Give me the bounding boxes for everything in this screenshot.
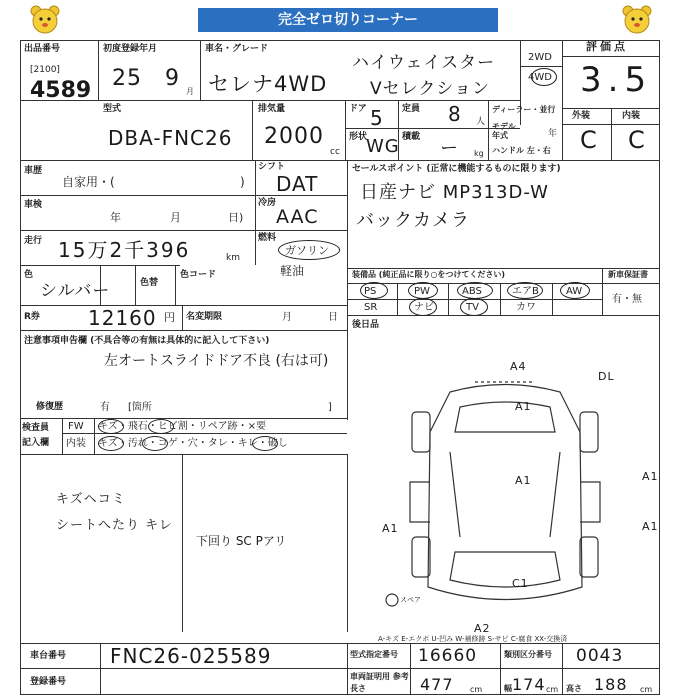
inspector-note-3: 下回り SC Pアリ — [196, 534, 287, 548]
cargo-unit: kg — [474, 149, 484, 158]
drive-4wd: 4WD — [528, 72, 552, 83]
new-car-warranty-label: 新車保証書 — [608, 270, 648, 279]
length-unit: cm — [470, 685, 483, 694]
equip-pw: PW — [414, 286, 430, 297]
height-unit: cm — [640, 685, 653, 694]
damage-a2: A2 — [474, 622, 491, 635]
inspector-note-2: シートへたり キレ — [56, 518, 174, 533]
model-label: 型式 — [103, 104, 122, 114]
checker-int-items: キズ・汚れ・コゲ・穴・タレ・キレ・破し — [98, 438, 288, 449]
color-value: シルバー — [40, 281, 111, 301]
disp-label: 排気量 — [258, 104, 286, 114]
equip-aw: AW — [566, 286, 583, 297]
length-label: 長さ — [350, 684, 366, 693]
history-close: ) — [240, 175, 245, 189]
height-value: 188 — [594, 675, 628, 694]
inspection-day: 日) — [228, 211, 244, 224]
sales-line-2: バックカメラ — [356, 210, 470, 231]
specs-sub-label: 車両証明用 参考 — [350, 672, 409, 681]
ext-grade: C — [580, 126, 598, 154]
width-unit: cm — [546, 685, 559, 694]
disp-value: 2000 — [264, 124, 324, 149]
model-year-label: モデル年式 — [492, 122, 516, 140]
drive-selected-circle — [531, 68, 557, 86]
shift-label: シフト — [258, 162, 286, 172]
damage-a4: A4 — [510, 360, 527, 373]
color-label: 色 — [24, 270, 34, 280]
length-value: 477 — [420, 675, 454, 694]
fuel-selected-circle — [278, 240, 340, 260]
equip-yesno: 有・無 — [612, 294, 642, 305]
lot-code: [2100] — [30, 65, 60, 75]
equip-ps: PS — [364, 286, 377, 297]
fuel-label: 燃料 — [258, 233, 277, 243]
notes-label: 注意事項申告欄 (不具合等の有無は具体的に記入して下さい) — [24, 336, 270, 346]
color-change-label: 色替 — [140, 278, 159, 288]
checker-label-2: 記入欄 — [22, 438, 50, 448]
notes-value: 左オートスライドドア不良 (右は可) — [104, 353, 329, 369]
model-value: DBA-FNC26 — [108, 126, 233, 150]
history-value: 自家用・( — [62, 175, 115, 189]
damage-c1: C1 — [512, 577, 529, 590]
car-label: 車名・グレード — [205, 44, 269, 54]
fuel-diesel: 軽油 — [280, 264, 305, 278]
dealer-label: ディーラー・並行 — [492, 105, 556, 114]
chassis-label: 車台番号 — [30, 651, 67, 661]
rating-label: 評価点 — [586, 40, 628, 53]
height-label: 高さ — [566, 684, 582, 693]
equip-abs: ABS — [462, 286, 482, 297]
equip-tv: TV — [466, 302, 479, 313]
shape-label: 形状 — [349, 132, 368, 142]
cargo-value: ー — [440, 138, 459, 159]
car-grade-2: Vセレクション — [370, 79, 490, 99]
damage-a1-front: A1 — [515, 400, 532, 413]
r-ticket-value: 12160 — [88, 306, 157, 330]
int-grade: C — [628, 126, 646, 154]
reg-month-unit: 月 — [186, 87, 194, 96]
seats-label: 定員 — [402, 104, 421, 114]
equip-leather: カワ — [516, 302, 536, 313]
shape-value: WG — [366, 136, 400, 157]
mileage-value: 15万2千396 — [58, 238, 191, 262]
doors-value: 5 — [370, 106, 384, 130]
rating-value: 3.5 — [580, 60, 653, 100]
mascot-icon — [620, 4, 654, 36]
history-label: 車歴 — [24, 166, 43, 176]
width-value: 174 — [512, 675, 546, 694]
inspector-note-1: キズヘコミ — [56, 492, 126, 507]
aircon-label: 冷房 — [258, 198, 277, 208]
repair-label: 修復歴 — [36, 402, 64, 412]
reg-year: 25 — [112, 66, 142, 91]
cargo-label: 積載 — [402, 132, 421, 142]
name-change-month: 月 — [282, 312, 292, 323]
equipment-label: 装備品 (純正品に限り○をつけてください) — [352, 270, 506, 279]
doors-label: ドア — [349, 104, 367, 114]
rear-items-label: 後日品 — [352, 320, 380, 330]
reg-month: 9 — [165, 66, 180, 91]
repair-close: ] — [328, 402, 332, 413]
checker-fw-items: キズ・飛石・ヒビ割・リペア跡・×要 — [98, 421, 266, 432]
equip-navi: ナビ — [414, 302, 434, 313]
handle-label: ハンドル 左・右 — [492, 146, 551, 155]
fuel-gasoline: ガソリン — [285, 244, 329, 257]
class-no-value: 0043 — [576, 646, 624, 666]
disp-unit: cc — [330, 147, 340, 157]
class-no-label: 類別区分番号 — [504, 650, 552, 659]
aircon-value: AAC — [276, 206, 319, 228]
mileage-label: 走行 — [24, 236, 43, 246]
r-ticket-label: R券 — [24, 312, 40, 322]
seats-unit: 人 — [476, 117, 486, 127]
ext-label: 外装 — [572, 111, 591, 121]
type-no-label: 型式指定番号 — [350, 650, 398, 659]
car-grade-1: ハイウェイスター — [352, 53, 496, 73]
lot-number: 4589 — [30, 78, 92, 103]
damage-dl: DL — [598, 370, 615, 383]
damage-a1-center: A1 — [515, 474, 532, 487]
damage-a1-right-2: A1 — [642, 520, 659, 533]
header-banner — [8, 4, 692, 36]
sales-line-1: 日産ナビ MP313D-W — [360, 182, 549, 203]
color-code-label: 色コード — [180, 270, 217, 280]
drive-2wd: 2WD — [528, 52, 552, 63]
inspection-month: 月 — [170, 211, 181, 224]
seats-value: 8 — [448, 102, 462, 126]
car-diagram — [350, 352, 660, 635]
name-change-day: 日 — [328, 312, 338, 323]
r-ticket-unit: 円 — [164, 311, 175, 324]
repair-value: 有 — [100, 402, 110, 413]
spare-label: スペア — [400, 596, 421, 604]
mileage-unit: km — [226, 253, 240, 263]
damage-a1-left: A1 — [382, 522, 399, 535]
damage-legend: A-キズ E-エクボ U-凹み W-補修跡 S-サビ C-腐食 XX-交換済 — [378, 635, 568, 643]
inspection-label: 車検 — [24, 200, 43, 210]
repair-parts: [箇所 — [128, 402, 152, 413]
checker-fw-label: FW — [68, 421, 84, 432]
reg-label: 初度登録年月 — [103, 44, 158, 54]
width-label: 幅 — [504, 684, 512, 693]
lot-label: 出品番号 — [24, 44, 61, 54]
chassis-value: FNC26-025589 — [110, 644, 272, 668]
model-year-unit: 年 — [548, 129, 558, 139]
equip-airbag: エアB — [512, 286, 539, 297]
sales-label: セールスポイント (正常に機能するものに限ります) — [352, 164, 561, 174]
damage-a1-right-1: A1 — [642, 470, 659, 483]
int-label: 内装 — [622, 111, 641, 121]
equip-sr: SR — [364, 302, 378, 313]
name-change-label: 名変期限 — [186, 312, 223, 322]
car-name: セレナ4WD — [208, 72, 328, 96]
mascot-icon — [28, 4, 62, 36]
inspection-year: 年 — [110, 211, 121, 224]
type-no-value: 16660 — [418, 646, 478, 666]
checker-label-1: 検査員 — [22, 423, 50, 433]
shift-value: DAT — [276, 172, 319, 196]
regno-label: 登録番号 — [30, 677, 67, 687]
checker-int-label: 内装 — [66, 438, 86, 449]
banner-bar: 完全ゼロ切りコーナー — [198, 8, 498, 32]
